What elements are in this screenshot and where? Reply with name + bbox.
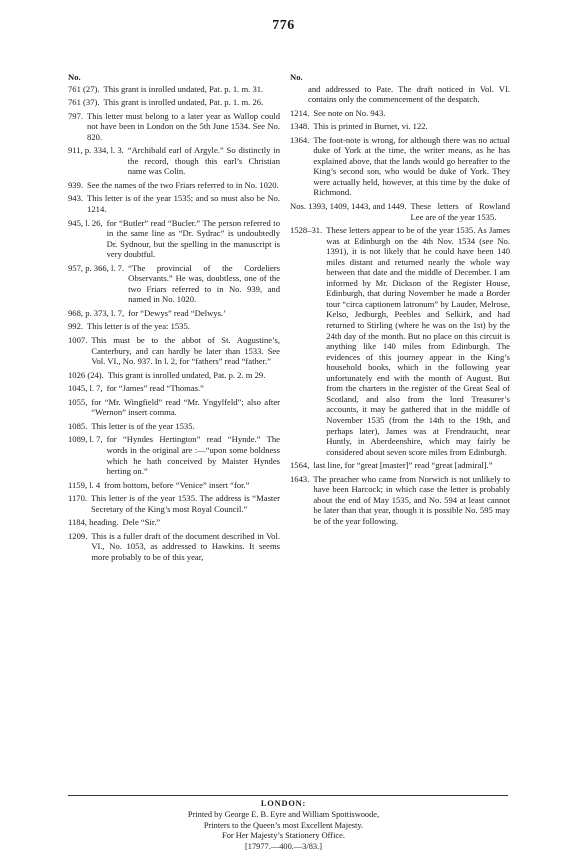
entry-ref: Nos. 1393, 1409, 1443, and 1449. xyxy=(290,201,407,212)
entry-ref: 1348. xyxy=(290,121,310,132)
entry-ref: 761 (27). xyxy=(68,83,100,94)
entry-ref: 1045, l. 7, xyxy=(68,383,103,394)
entry-ref: 1643. xyxy=(290,473,310,484)
errata-entry xyxy=(290,135,510,198)
errata-entry xyxy=(68,531,280,563)
entry-text: from bottom, before “Venice” insert “for.” xyxy=(104,479,250,490)
entry-text: for “Dewys” read “Delwys.’ xyxy=(128,307,226,318)
imprint-code: [17977.—400.—3/83.] xyxy=(245,842,322,852)
continuation-entry xyxy=(290,84,510,105)
entry-text: last line, for “great [master]” read “great [admiral].” xyxy=(313,460,493,471)
entry-ref: 1170. xyxy=(68,493,88,504)
entry-ref: 1364. xyxy=(290,134,310,145)
entry-ref: 797. xyxy=(68,110,84,121)
entry-ref: 1184, heading. xyxy=(68,517,119,528)
imprint-office: For Her Majesty’s Stationery Office. xyxy=(222,831,345,841)
errata-entry xyxy=(68,370,280,381)
entry-text: This must be to the abbot of St. Augustine’s, Canterbury, and can hardly be later than 1533. See Vol. VI., No. 937. In l. 2, for “fathers” read “father.” xyxy=(91,335,280,367)
errata-entry xyxy=(68,321,280,332)
errata-entry xyxy=(68,84,280,95)
entry-text: for “Hyndes Hertington” read “Hynde.” The words in the original are :—“upon some boldness which he hath conceived by Maister Hyndes herting on.” xyxy=(106,434,280,477)
errata-entry xyxy=(68,397,280,418)
errata-entry xyxy=(290,201,510,222)
errata-entry xyxy=(68,97,280,108)
entry-ref: 939. xyxy=(68,179,84,190)
errata-entry xyxy=(68,193,280,214)
entry-text: Dele “Sir.” xyxy=(122,517,161,528)
errata-entry xyxy=(290,460,510,471)
entry-text: This is a fuller draft of the document described in Vol. VI., No. 1053, as addressed to Hawkins. It seems more probably to be of this year, xyxy=(91,530,280,562)
entry-ref: 1528–31. xyxy=(290,225,323,236)
errata-entry xyxy=(68,180,280,191)
imprint-footer xyxy=(0,799,567,853)
right-entries-list xyxy=(290,108,510,527)
entry-ref: 945, l. 26, xyxy=(68,217,103,228)
entry-text: for “Butler” read “Bucler.” The person referred to in the same line as “Dr. Sydrac” is undoubtedly Dr. Sydnour, but the spelling in the manuscript is very doubtful. xyxy=(106,217,280,260)
entry-text: This grant is inrolled undated, Pat. p. 1. m. 31. xyxy=(103,83,264,94)
imprint-printers: Printers to the Queen’s most Excellent Majesty. xyxy=(203,820,364,830)
left-column-heading: No. xyxy=(68,72,81,82)
errata-entry xyxy=(68,480,280,491)
entry-ref: 1026 (24). xyxy=(68,369,104,380)
entry-ref: 1214. xyxy=(290,107,310,118)
entry-text: This grant is inrolled undated, Pat. p. 2. m 29. xyxy=(107,369,266,380)
errata-entry xyxy=(68,335,280,367)
entry-ref: 1055, xyxy=(68,396,88,407)
entry-text: This is printed in Burnet, vi. 122. xyxy=(313,121,428,132)
entry-text: See the names of the two Friars referred to in No. 1020. xyxy=(87,179,279,190)
entry-ref: 1209. xyxy=(68,530,88,541)
entry-text: The preacher who came from Norwich is not unlikely to have been Harcock; in which case the letter is probably about the end of May 1535, and No. 594 at least cannot be later than that year, though it is possible No. 595 may be of the year following. xyxy=(313,473,510,526)
errata-entry xyxy=(68,111,280,143)
entry-text: “Archibald earl of Argyle.” So distinctly in the record, though this earl’s Christian name was Colin. xyxy=(127,145,280,177)
entry-ref: 1564, xyxy=(290,460,310,471)
entry-text: This letter is of the year 1535. xyxy=(91,420,195,431)
footer-rule xyxy=(68,795,508,796)
errata-entry xyxy=(68,308,280,319)
right-column xyxy=(290,72,510,529)
entry-text: This letter must belong to a later year as Wallop could not have been in London on the 5th June 1534. See No. 820. xyxy=(87,110,280,142)
entry-ref: 1007. xyxy=(68,335,88,346)
entry-text: This grant is inrolled undated, Pat. p. 1. m. 26. xyxy=(103,97,264,108)
entry-text: “The provincial of the Cordeliers Observants.” He was, doubtless, one of the two Friars referred to in No. 939, and named in No. 1020. xyxy=(128,262,280,305)
errata-entry xyxy=(68,145,280,177)
entry-text: These letters of Rowland Lee are of the year 1535. xyxy=(410,201,510,222)
entry-ref: 957, p. 366, l. 7. xyxy=(68,262,125,273)
errata-entry xyxy=(68,421,280,432)
errata-entry xyxy=(68,434,280,476)
entry-text: See note on No. 943. xyxy=(313,107,386,118)
errata-entry xyxy=(68,263,280,305)
imprint-printed-by: Printed by George E. B. Eyre and William Spottiswoode, xyxy=(187,809,380,819)
imprint-city: LONDON: xyxy=(260,799,307,808)
entry-text: These letters appear to be of the year 1535. As James was at Edinburgh on the 4th Nov. 1534 (see No. 1391), it is not likely that he could have been 140 miles distant and returned nearly the whole way between that date and the middle of December. I am informed by Mr. Dickson of the Register House, Edinburgh, that during November he made a Border tour “circa captionem latronum” by Lauder, Melrose, Kelso, Jedburgh, Peebles and Selkirk, and had returned to Stirling (where he was on the 1st) by the 24th day of the month. But no place on this circuit is anything like 140 miles from Edinburgh. The evidences of this journey appear in the King’s household books, which in the following year unfortunately end with the month of August. But from the charters in the register of the Great Seal of Scotland, and also from the lord Treasurer’s accounts, it may be gathered that in the middle of November 1535 (from the 14th to the 19th, and perhaps later), James was at Frendraucht, near Huntly, in Aberdeenshire, which may fairly be considered about seven score miles from Edinburgh. xyxy=(326,225,510,457)
right-column-heading: No. xyxy=(290,72,303,82)
entry-ref: 761 (37). xyxy=(68,97,100,108)
entry-ref: 1089, l. 7, xyxy=(68,434,103,445)
left-entries-list xyxy=(68,84,280,563)
entry-text: This letter is of the yea: 1535. xyxy=(87,321,190,332)
errata-entry xyxy=(290,108,510,119)
left-column xyxy=(68,72,280,565)
errata-entry xyxy=(290,474,510,527)
entry-text: for “Mr. Wingfield” read “Mr. Yngylfeld”; also after “Wernon” insert comma. xyxy=(91,396,280,418)
page-number: 776 xyxy=(272,18,295,33)
continuation-text: and addressed to Pate. The draft noticed in Vol. VI. contains only the commencement of the despatch. xyxy=(308,83,510,105)
entry-ref: 911, p. 334, l. 3. xyxy=(68,145,124,156)
errata-entry xyxy=(68,493,280,514)
errata-entry xyxy=(68,218,280,260)
errata-entry xyxy=(68,517,280,528)
errata-entry xyxy=(290,225,510,457)
entry-ref: 968, p. 373, l. 7, xyxy=(68,307,125,318)
entry-text: This letter is of the year 1535; and so must also be No. 1214. xyxy=(87,193,280,215)
entry-ref: 1159, l. 4 xyxy=(68,479,101,490)
entry-text: This letter is of the year 1535. The address is “Master Secretary of the King’s most Royal Council.” xyxy=(91,493,280,514)
entry-ref: 1085. xyxy=(68,420,88,431)
entry-ref: 992. xyxy=(68,321,84,332)
entry-text: for “James” read “Thomas.” xyxy=(106,383,204,394)
errata-entry xyxy=(290,121,510,132)
errata-entry xyxy=(68,383,280,394)
entry-text: The foot-note is wrong, for although there was no actual duke of York at the time, the writer means, as he has explained above, that the lands would go hereafter to the King’s second son, who would be duke of York. They were actually held, however, at this time by the duke of Richmond. xyxy=(313,134,510,198)
entry-ref: 943. xyxy=(68,193,84,204)
